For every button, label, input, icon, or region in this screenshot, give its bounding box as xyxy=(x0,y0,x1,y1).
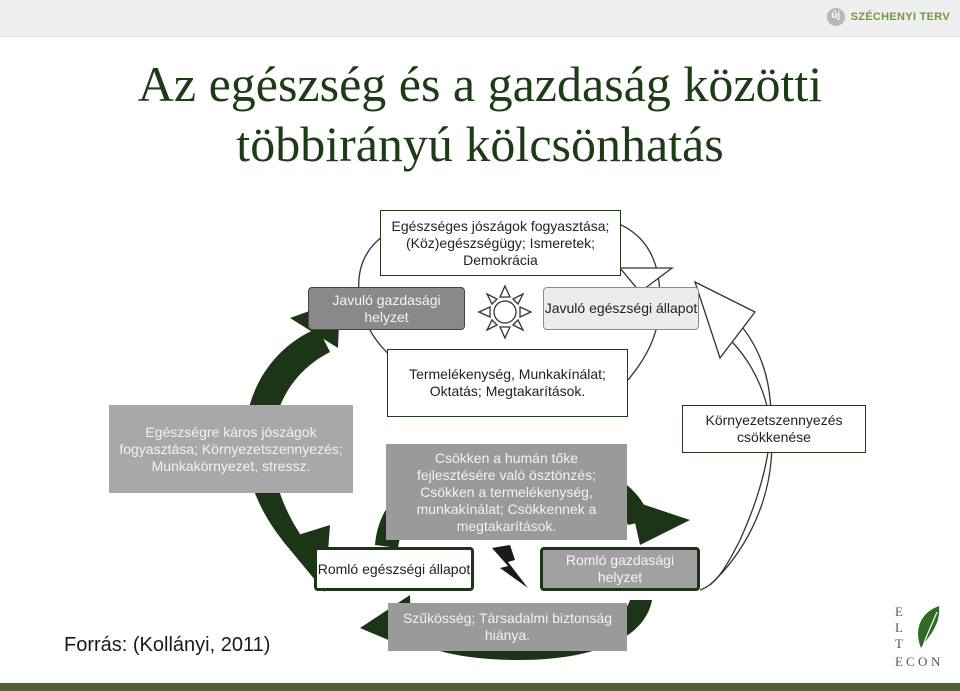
lower-cycle-arrowhead xyxy=(630,500,690,545)
right-outline-arrowhead xyxy=(695,282,755,358)
logo-letter: T xyxy=(895,636,903,651)
footer-bar xyxy=(0,683,960,691)
leaf-icon xyxy=(911,604,945,652)
worsening-health-box: Romló egészségi állapot xyxy=(314,547,474,591)
title-line-2: többirányú kölcsönhatás xyxy=(236,116,724,172)
improving-economy-box: Javuló gazdasági helyzet xyxy=(308,287,465,330)
logo-letter: E xyxy=(895,604,903,619)
logo-letter: O xyxy=(918,654,928,669)
logo-badge: új xyxy=(831,10,841,21)
improving-health-box: Javuló egészségi állapot xyxy=(543,287,699,330)
logo-letter: C xyxy=(906,654,915,669)
top-causes-box: Egészséges jószágok fogyasztása; (Köz)egészségügy; Ismeretek; Demokrácia xyxy=(380,210,621,276)
lightning-icon xyxy=(492,545,528,588)
right-outline-arrow-inner xyxy=(710,330,772,585)
human-capital-decline-box: Csökken a humán tőke fejlesztésére való ösztönzés; Csökken a termelékenység, munkakínálat; Csökkennek a megtakarítások. xyxy=(386,444,627,540)
source-citation: Forrás: (Kollányi, 2011) xyxy=(64,634,271,656)
pollution-decrease-box: Környezetszennyezés csökkenése xyxy=(682,405,866,453)
logo-letter: L xyxy=(895,620,903,635)
harmful-goods-box: Egészségre káros jószágok fogyasztása; Környezetszennyezés; Munkakörnyezet, stressz. xyxy=(109,405,353,493)
logo-text: SZÉCHENYI TERV xyxy=(850,11,950,23)
eltecon-logo xyxy=(893,604,949,676)
worsening-economy-box: Romló gazdasági helyzet xyxy=(540,547,700,591)
title-line-1: Az egészség és a gazdaság közötti xyxy=(137,56,823,112)
logo-letter: N xyxy=(931,654,941,669)
logo-letter: E xyxy=(895,654,903,669)
productivity-box: Termelékenység, Munkakínálat; Oktatás; Megtakarítások. xyxy=(387,349,628,417)
sun-icon xyxy=(479,286,531,338)
poverty-box: Szűkösség; Társadalmi biztonság hiánya. xyxy=(388,603,627,651)
